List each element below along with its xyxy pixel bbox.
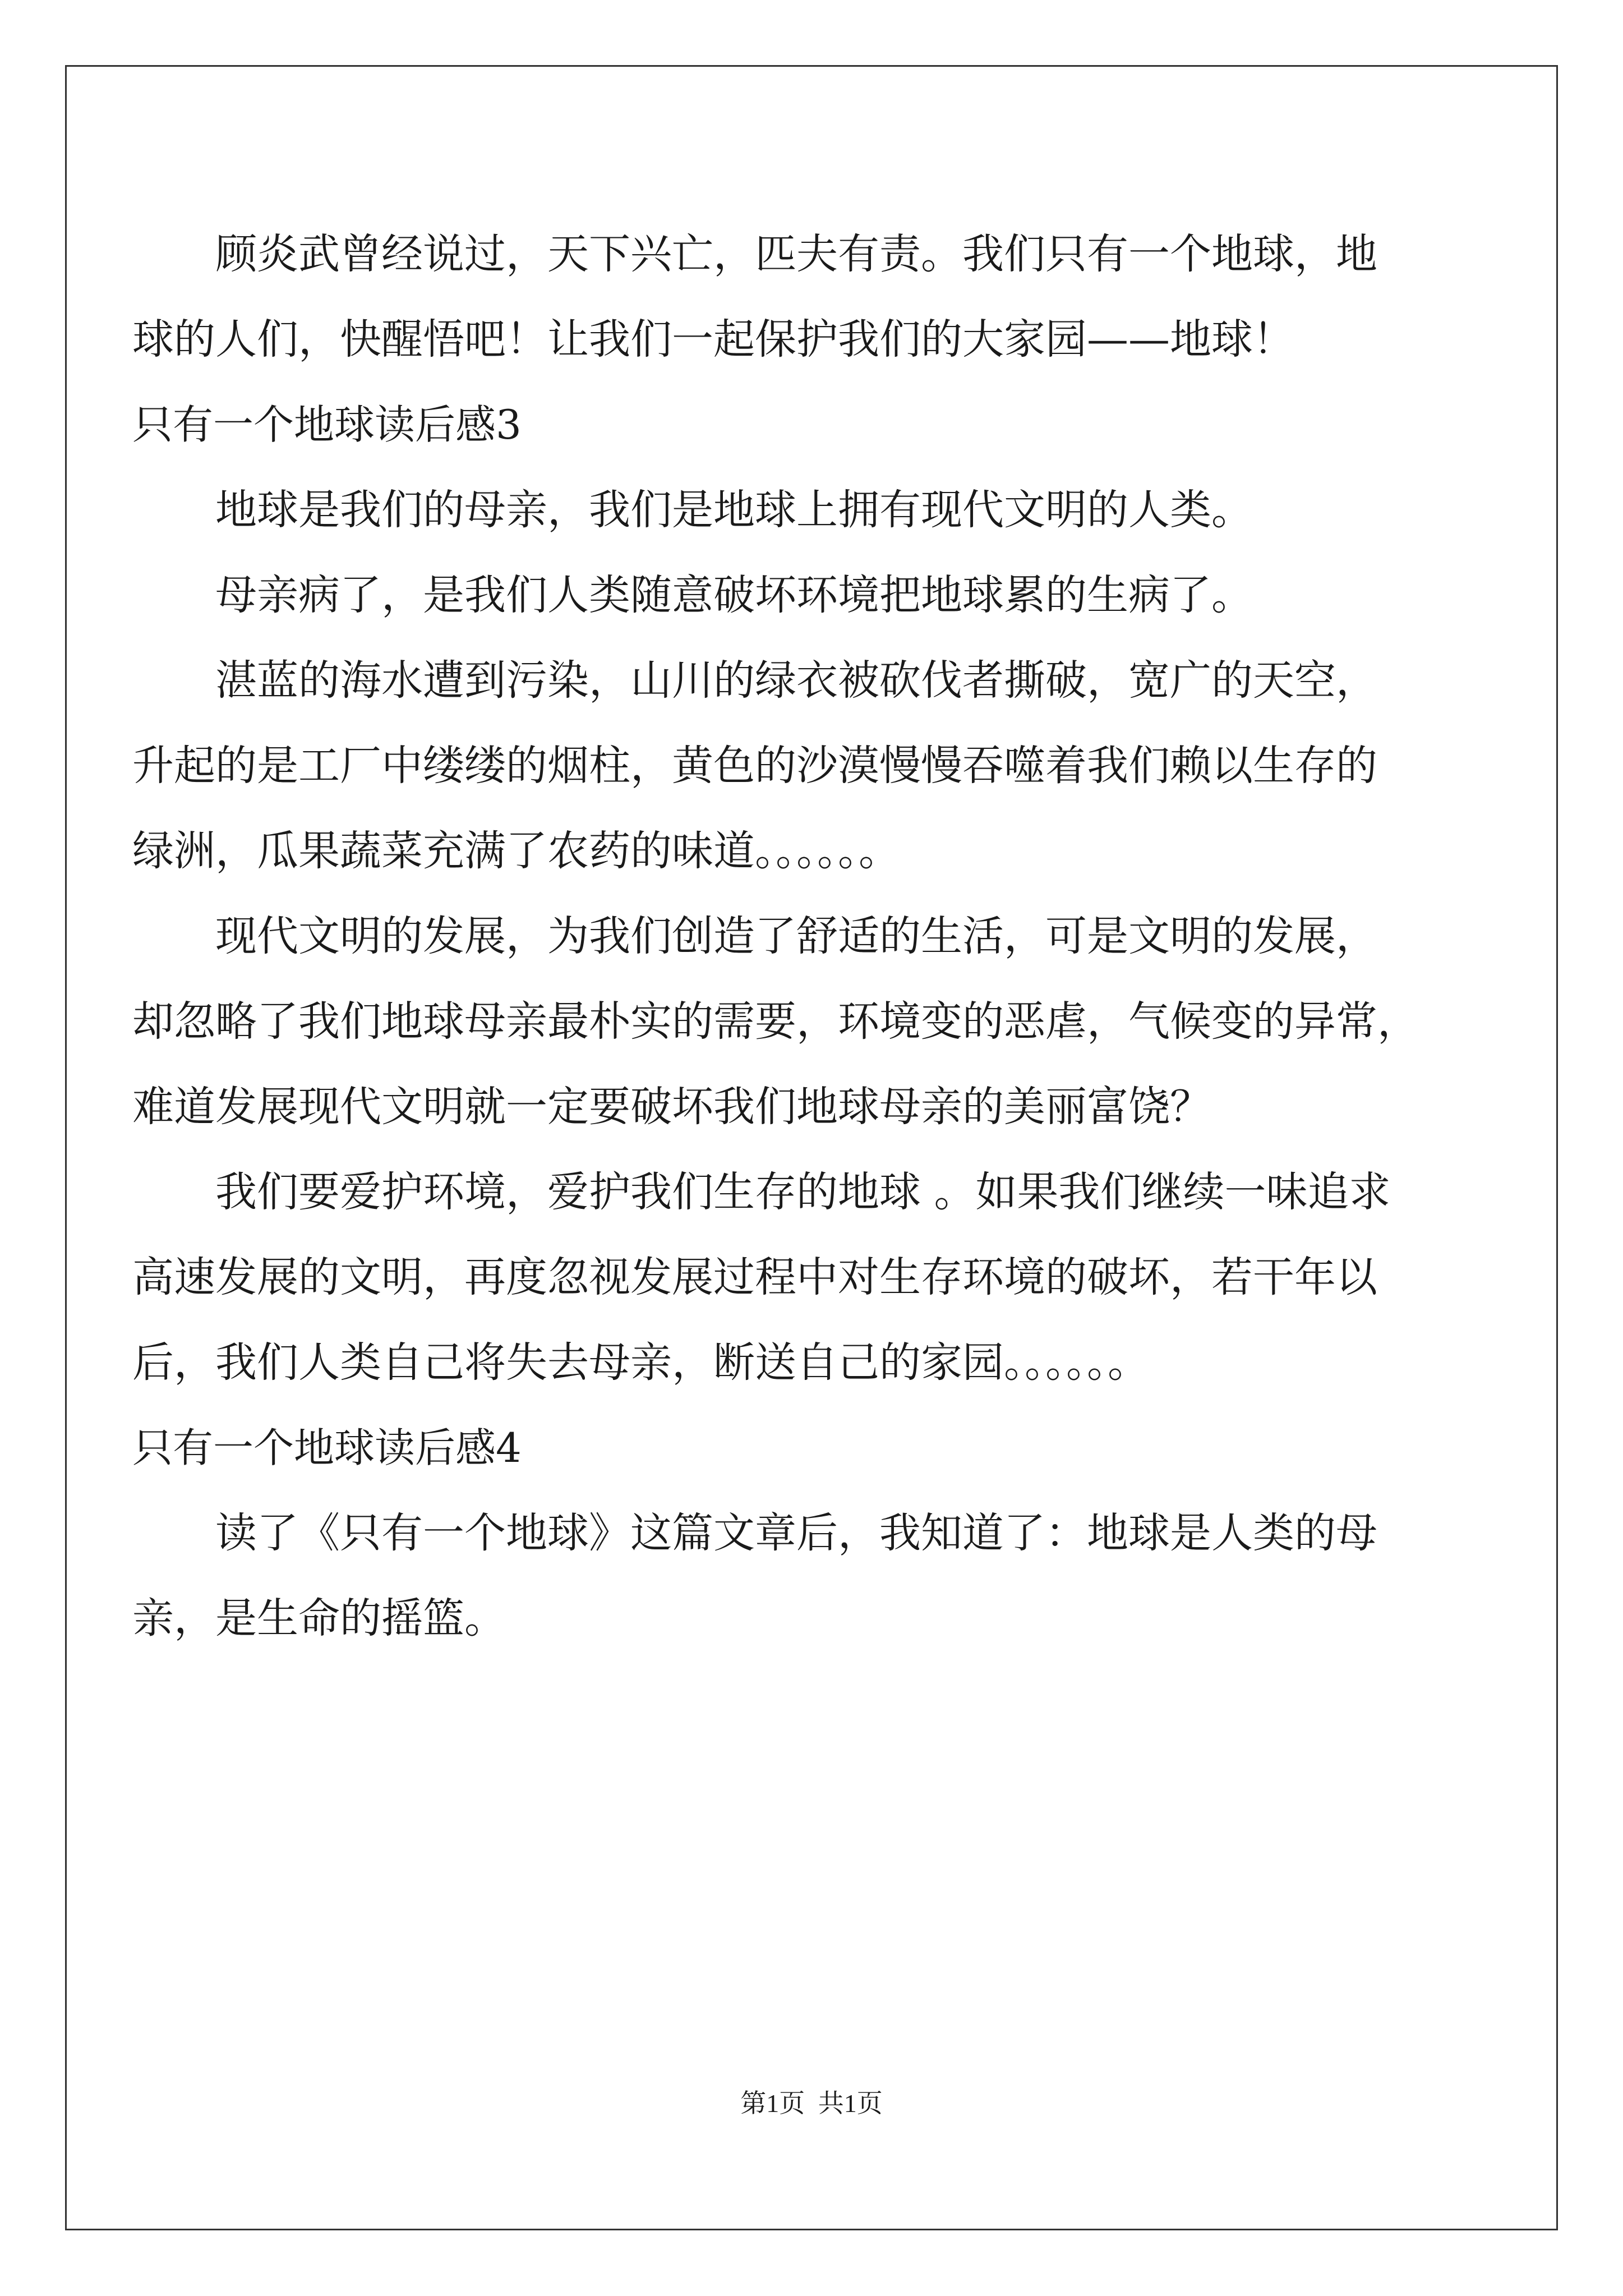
section-heading: 只有一个地球读后感4 [132,1424,522,1471]
paragraph-line: 现代文明的发展，为我们创造了舒适的生活，可是文明的发展， [215,912,1377,960]
paragraph-line: 湛蓝的海水遭到污染，山川的绿衣被砍伐者撕破，宽广的天空， [215,656,1377,705]
page-footer [0,2088,1623,2119]
page-total: 共1页 [818,2089,883,2118]
paragraph-line: 球的人们，快醒悟吧！让我们一起保护我们的大家园——地球！ [132,315,1294,364]
paragraph-line: 难道发展现代文明就一定要破坏我们地球母亲的美丽富饶？ [132,1083,1211,1131]
page-number: 第1页 [740,2089,805,2118]
paragraph-line: 绿洲，瓜果蔬菜充满了农药的味道。。。。。。 [132,827,900,875]
paragraph-line: 亲，是生命的摇篮。 [132,1594,506,1642]
paragraph-line: 地球是我们的母亲，我们是地球上拥有现代文明的人类。 [215,486,1253,534]
paragraph-line: 却忽略了我们地球母亲最朴实的需要，环境变的恶虐，气候变的异常， [132,997,1419,1046]
paragraph-line: 读了《只有一个地球》这篇文章后，我知道了：地球是人类的母 [215,1509,1377,1557]
paragraph-line: 顾炎武曾经说过，天下兴亡，匹夫有责。我们只有一个地球，地 [215,230,1377,278]
paragraph-line: 升起的是工厂中缕缕的烟柱，黄色的沙漠慢慢吞噬着我们赖以生存的 [132,742,1377,790]
paragraph-line: 高速发展的文明，再度忽视发展过程中对生存环境的破坏，若干年以 [132,1253,1377,1301]
paragraph-line: 后，我们人类自己将失去母亲，断送自己的家园。。。。。。 [132,1338,1149,1387]
page-frame [65,65,1558,2230]
section-heading: 只有一个地球读后感3 [132,401,522,448]
paragraph-line: 我们要爱护环境，爱护我们生存的地球 。如果我们继续一味追求 [215,1168,1391,1216]
paragraph-line: 母亲病了，是我们人类随意破坏环境把地球累的生病了。 [215,571,1253,619]
